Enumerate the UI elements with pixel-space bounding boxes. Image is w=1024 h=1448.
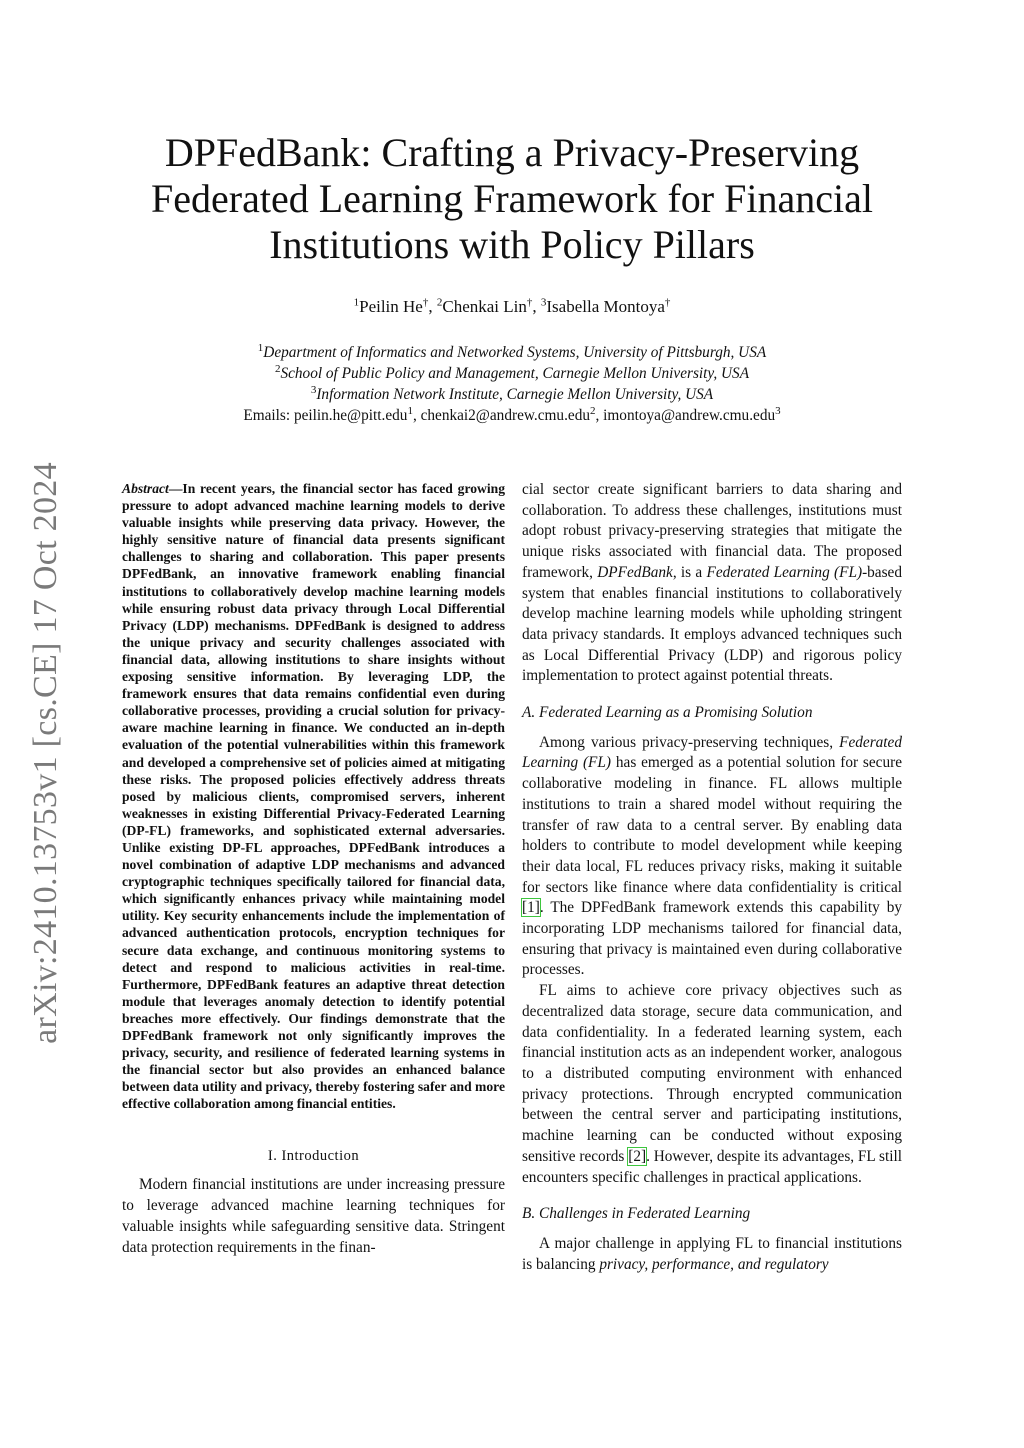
body-paragraph: A major challenge in applying FL to financial institutions is balancing privacy, performance, and regulatory (522, 1234, 902, 1273)
title-line: Institutions with Policy Pillars (269, 222, 755, 267)
author: $^3$Isabella Montoya† (540, 296, 671, 316)
intro-paragraph: Modern financial institutions are under increasing pressure to leverage advanced machine learning techniques for valuable insights while safeguarding sensitive data. Stringent data protection requirements in the finan- (122, 1176, 505, 1256)
intro-paragraph-continued: cial sector create significant barriers to data sharing and collaboration. To address these challenges, institutions must adopt robust privacy-preserving strategies that mitigate the unique risks associated with financial data. The proposed framework, DPFedBank, is a Federated Learning (FL)-based system that enables financial institutions to collaboratively develop machine learning models while upholding stringent data privacy standards. It employs advanced techniques such as Local Differential Privacy (LDP) and rigorous policy implementation to protect against potential threats. (522, 481, 902, 685)
body-paragraph: FL aims to achieve core privacy objectives such as decentralized data storage, secure data communication, and data confidentiality. In a federated learning system, each financial institution acts as an independent worker, analogous to a distributed computing environment with enhanced privacy protections. Through encrypted communication between the central server and participating institutions, machine learning can be conducted without exposing sensitive records [2]. However, despite its advantages, FL still encounters specific challenges in practical applications. (522, 982, 903, 1186)
affiliation: $^3$Information Network Institute, Carnegie Mellon University, USA (310, 383, 714, 403)
title-line: Federated Learning Framework for Financial (151, 176, 873, 221)
email-link[interactable]: peilin.he@pitt.edu$^1$ (293, 404, 413, 424)
email-link[interactable]: chenkai2@andrew.cmu.edu$^2$ (420, 404, 596, 424)
author: $^1$Peilin He†, (353, 296, 437, 316)
email-link[interactable]: imontoya@andrew.cmu.edu$^3$ (603, 404, 781, 424)
author: $^2$Chenkai Lin†, (436, 296, 541, 316)
email-line: Emails: peilin.he@pitt.edu$^1$, chenkai2@andrew.cmu.edu$^2$, imontoya@andrew.cmu.edu$^3$ (243, 404, 781, 424)
arxiv-identifier-text: arXiv:2410.13753v1 [cs.CE] 17 Oct 2024 (27, 462, 64, 1044)
affiliation: $^2$School of Public Policy and Management, Carnegie Mellon University, USA (274, 362, 750, 382)
citation-link[interactable]: [2] (628, 1147, 647, 1165)
left-column (122, 480, 505, 1258)
body-paragraph: Among various privacy-preserving techniques, Federated Learning (FL) has emerged as a potential solution for secure collaborative modeling in finance. FL allows multiple institutions to train a shared model without requiring the transfer of raw data to a central server. By enabling data holders to contribute to model development while keeping their data local, FL reduces privacy risks, making it suitable for sectors like finance where data confidentiality is critical [1]. The DPFedBank framework extends this capability by incorporating LDP mechanisms tailored for financial data, ensuring that privacy is maintained even during collaborative processes. (522, 733, 902, 979)
section-heading: I. Introduction (267, 1148, 360, 1165)
subsection-heading: A. Federated Learning as a Promising Solution (522, 704, 813, 722)
right-column (522, 480, 902, 1275)
affiliation: $^1$Department of Informatics and Networked Systems, University of Pittsburgh, USA (257, 341, 767, 361)
title-line: DPFedBank: Crafting a Privacy-Preserving (164, 130, 860, 175)
abstract-text: —In recent years, the financial sector has faced growing pressure to adopt advanced machine learning models to derive valuable insights while preserving data privacy. However, the highly sensitive nature of financial data presents significant challenges to sharing and collaboration. This paper presents DPFedBank, an innovative framework enabling financial institutions to collaboratively develop machine learning models while ensuring robust data privacy through Local Differential Privacy (LDP) mechanisms. DPFedBank is designed to address the unique privacy and security challenges associated with financial data, allowing institutions to share insights without exposing sensitive information. By leveraging LDP, the framework ensures that data remains confidential even during collaborative processes, providing a crucial solution for privacy-aware machine learning in finance. We conducted an in-depth evaluation of the potential vulnerabilities within this framework and developed a comprehensive set of policies aimed at mitigating these risks. The proposed policies effectively address threats posed by malicious clients, compromised servers, inherent weaknesses in existing Differential Privacy-Federated Learning (DP-FL) frameworks, and sophisticated external adversaries. Unlike existing DP-FL approaches, DPFedBank introduces a novel combination of adaptive LDP mechanisms and advanced cryptographic techniques specifically tailored for financial data, which significantly enhances privacy while maintaining model utility. Key security enhancements include the implementation of advanced authentication protocols, encryption techniques for secure data exchange, and continuous monitoring systems to detect and respond to malicious activities in real-time. Furthermore, DPFedBank features an adaptive threat detection module that leverages anomaly detection to identify potential breaches more effectively. Our findings demonstrate that the DPFedBank framework not only significantly improves the privacy, security, and resilience of federated learning systems in the financial sector but also provides an enhanced balance between data utility and privacy, thereby fostering safer and more effective collaboration among financial entities. (122, 481, 505, 1112)
abstract (122, 480, 505, 1112)
author-list (110, 295, 914, 319)
citation-link[interactable]: [1] (522, 899, 540, 917)
abstract-label: Abstract (122, 481, 169, 496)
arxiv-identifier-stamp (26, 456, 66, 1050)
paper-title (110, 130, 914, 268)
subsection-heading: B. Challenges in Federated Learning (522, 1205, 751, 1223)
affiliations (110, 342, 914, 426)
